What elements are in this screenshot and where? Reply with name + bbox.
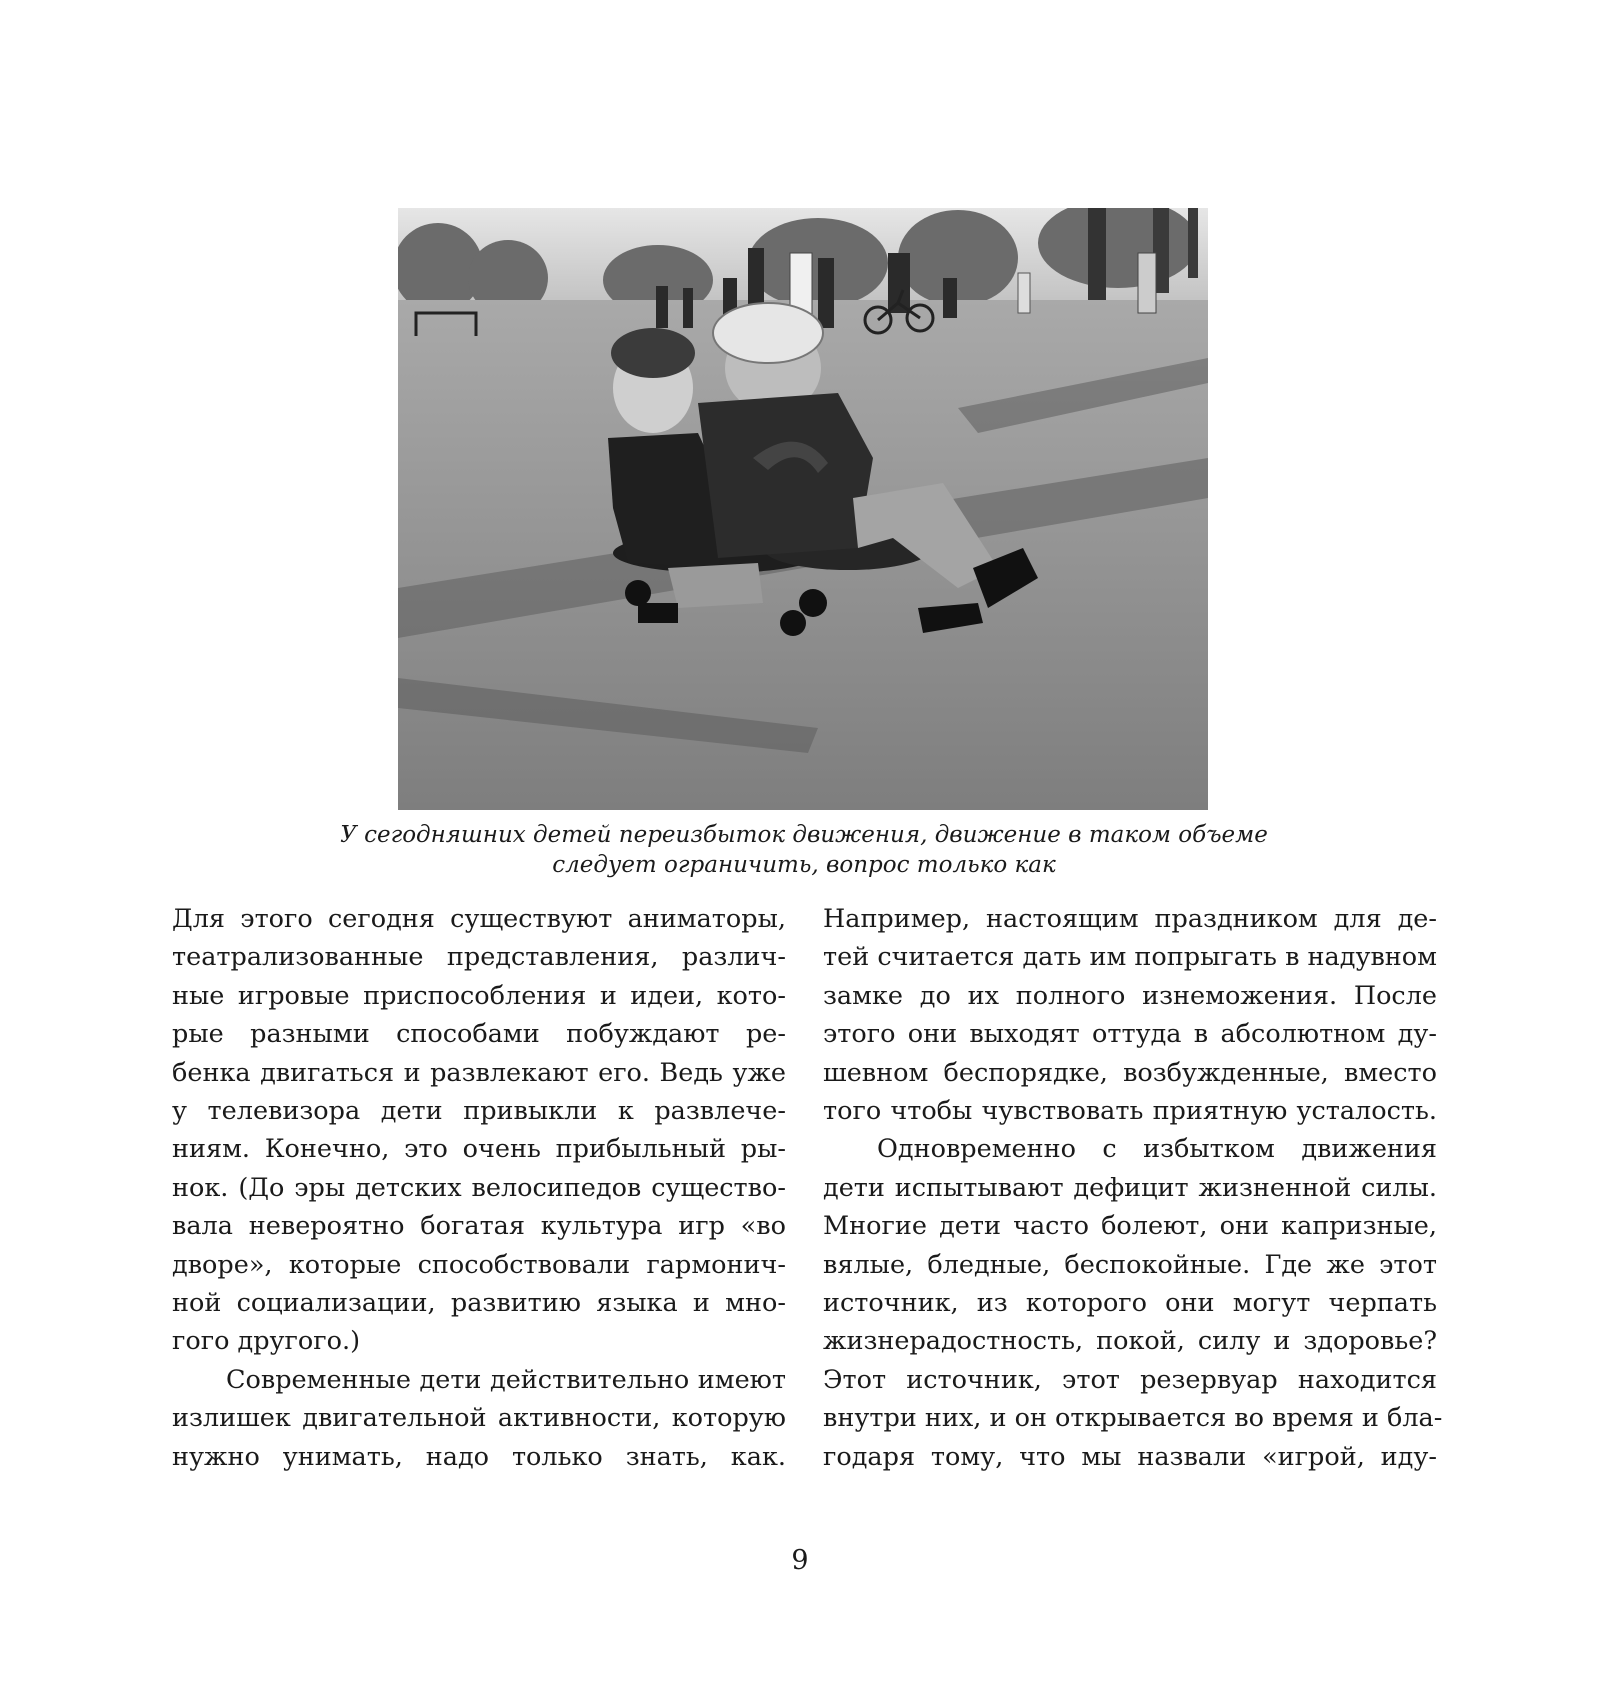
text-line: замке до их полного изнеможения. После	[823, 980, 1437, 1011]
text-line: Одновременно с избытком движения	[877, 1134, 1437, 1165]
text-line: тей считается дать им попрыгать в надувном	[823, 942, 1437, 973]
text-line: ной социализации, развитию языка и мно-	[172, 1288, 786, 1319]
text-line: дети испытывают дефицит жизненной силы.	[823, 1172, 1437, 1203]
right-column	[823, 900, 1443, 1476]
text-line: нок. (До эры детских велосипедов существо-	[172, 1172, 786, 1203]
text-line: внутри них, и он открывается во время и бла-	[823, 1403, 1443, 1434]
text-line: ниям. Конечно, это очень прибыльный ры-	[172, 1134, 786, 1165]
text-line: Например, настоящим праздником для де-	[823, 904, 1437, 934]
text-line: театрализованные представления, различ-	[172, 942, 786, 973]
text-line: у телевизора дети привыкли к развлече-	[172, 1096, 786, 1127]
text-line: ные игровые приспособления и идеи, кото-	[172, 980, 786, 1011]
text-line: источник, из которого они могут черпать	[823, 1288, 1437, 1319]
text-line: того чтобы чувствовать приятную усталость.	[823, 1096, 1437, 1127]
text-line: дворе», которые способствовали гармонич-	[172, 1249, 786, 1280]
text-line: нужно унимать, надо только знать, как.	[172, 1441, 786, 1472]
figure-caption	[250, 820, 1358, 880]
text-line: вала невероятно богатая культура игр «во	[172, 1211, 786, 1242]
text-line: этого они выходят оттуда в абсолютном ду-	[823, 1019, 1437, 1050]
text-line: Современные дети действительно имеют	[226, 1364, 786, 1395]
text-line: Этот источник, этот резервуар находится	[823, 1364, 1437, 1395]
text-line: Многие дети часто болеют, они капризные,	[823, 1211, 1437, 1242]
paragraph	[823, 900, 1437, 1130]
figure-photo	[398, 208, 1208, 810]
text-line: бенка двигаться и развлекают его. Ведь уже	[172, 1057, 786, 1088]
caption-line: следует ограничить, вопрос только как	[552, 852, 1056, 878]
text-line: шевном беспорядке, возбужденные, вместо	[823, 1057, 1437, 1088]
text-line: жизнерадостность, покой, силу и здоровье?	[823, 1326, 1437, 1357]
caption-line: У сегодняшних детей переизбыток движения, движение в таком объеме	[340, 822, 1268, 848]
page-number: 9	[791, 1545, 809, 1576]
text-line: Для этого сегодня существуют аниматоры,	[172, 904, 786, 934]
text-line: гого другого.)	[172, 1326, 361, 1357]
paragraph	[172, 1361, 786, 1476]
paragraph	[823, 1130, 1443, 1476]
left-column	[172, 900, 786, 1476]
paragraph	[172, 900, 786, 1361]
text-line: рые разными способами побуждают ре-	[172, 1019, 786, 1050]
text-line: вялые, бледные, беспокойные. Где же этот	[823, 1249, 1437, 1280]
text-line: годаря тому, что мы назвали «игрой, иду-	[823, 1441, 1437, 1472]
text-line: излишек двигательной активности, которую	[172, 1403, 786, 1434]
